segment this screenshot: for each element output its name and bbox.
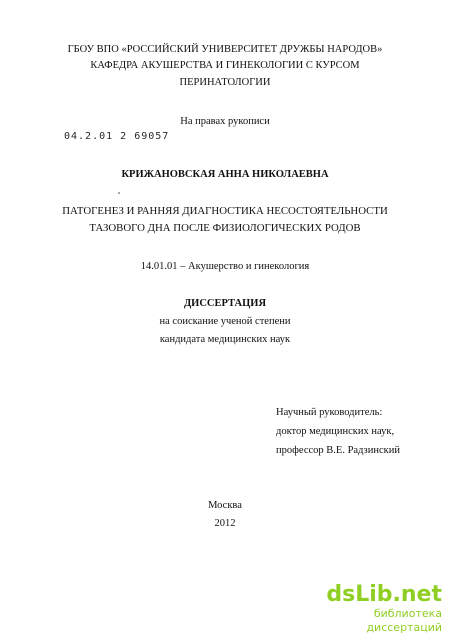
advisor-label: Научный руководитель: [276,407,383,418]
dissertation-title-line-2: ТАЗОВОГО ДНА ПОСЛЕ ФИЗИОЛОГИЧЕСКИХ РОДОВ [89,222,361,234]
advisor-degree: доктор медицинских наук, [276,426,395,437]
dslib-watermark [310,582,442,634]
author-name: КРИЖАНОВСКАЯ АННА НИКОЛАЕВНА [121,169,329,180]
university-name: ГБОУ ВПО «РОССИЙСКИЙ УНИВЕРСИТЕТ ДРУЖБЫ НАРОДОВ» [67,44,383,55]
year: 2012 [214,518,236,529]
scan-speck [118,192,120,194]
degree-line-1: на соискание ученой степени [159,316,291,327]
city: Москва [208,500,242,511]
degree-line-2: кандидата медицинских наук [159,334,291,345]
dissertation-title-line-1: ПАТОГЕНЕЗ И РАННЯЯ ДИАГНОСТИКА НЕСОСТОЯТЕЛЬНОСТИ [62,205,388,217]
specialty-code: 14.01.01 – Акушерство и гинекология [140,261,310,272]
advisor-name: профессор В.Е. Радзинский [276,445,400,456]
department-name-continued: ПЕРИНАТОЛОГИИ [179,77,271,88]
department-name: КАФЕДРА АКУШЕРСТВА И ГИНЕКОЛОГИИ С КУРСОМ [90,60,360,71]
watermark-caption: библиотека диссертаций [366,607,442,634]
work-type: ДИССЕРТАЦИЯ [183,298,267,309]
watermark-logo: dsLib.net [326,582,442,607]
registration-stamp: 04.2.01 2 69057 [64,131,170,142]
rights-note: На правах рукописи [180,116,270,127]
